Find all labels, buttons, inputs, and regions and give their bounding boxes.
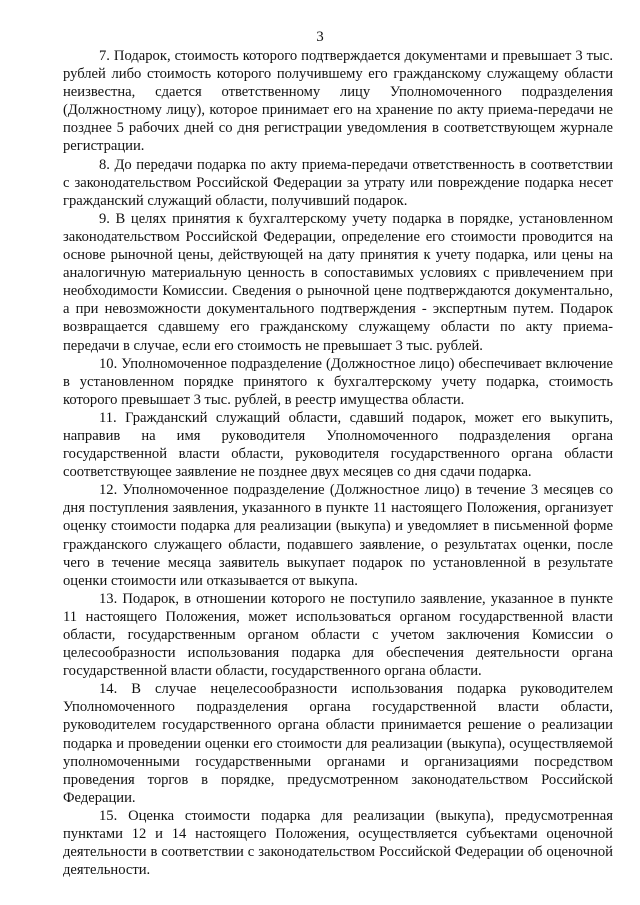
- paragraph-10: 10. Уполномоченное подразделение (Должностное лицо) обеспечивает включение в установленном порядке принятого к бухгалтерскому учету подарка, стоимость которого превышает 3 тыс. рублей, в реестр имущества области.: [63, 355, 613, 408]
- page-number: 3: [316, 29, 324, 45]
- document-body: [63, 47, 613, 879]
- paragraph-7: 7. Подарок, стоимость которого подтверждается документами и превышает 3 тыс. рублей либо стоимость которого получившему его гражданскому служащему области неизвестна, сдается ответственному лицу Уполномоченного подразделения (Должностному лицу), которое принимает его на хранение по акту приема-передачи не позднее 5 рабочих дней со дня регистрации уведомления в соответствующем журнале регистрации.: [63, 48, 613, 155]
- paragraph-13: 13. Подарок, в отношении которого не поступило заявление, указанное в пункте 11 настоящего Положения, может использоваться органом государственной власти области, государственным органом области с учетом заключения Комиссии о целесообразности использования подарка для обеспечения деятельности органа государственной власти области, государственного органа области.: [63, 590, 613, 680]
- paragraph-9: 9. В целях принятия к бухгалтерскому учету подарка в порядке, установленном законодательством Российской Федерации, определение его стоимости проводится на основе рыночной цены, действующей на дату принятия к учету подарка, или цены на аналогичную материальную ценность в сопоставимых условиях с привлечением при необходимости Комиссии. Сведения о рыночной цене подтверждаются документально, а при невозможности документального подтверждения - экспертным путем. Подарок возвращается сдавшему его гражданскому служащему области по акту приема-передачи в случае, если его стоимость не превышает 3 тыс. рублей.: [63, 210, 613, 354]
- paragraph-12: 12. Уполномоченное подразделение (Должностное лицо) в течение 3 месяцев со дня поступления заявления, указанного в пункте 11 настоящего Положения, организует оценку стоимости подарка для реализации (выкупа) и уведомляет в письменной форме гражданского служащего области, подавшего заявление, о результатах оценки, после чего в течение месяца заявитель выкупает подарок по установленной в результате оценки стоимости или отказывается от выкупа.: [63, 482, 613, 589]
- paragraph-14: 14. В случае нецелесообразности использования подарка руководителем Уполномоченного подразделения органа государственной власти области, руководителем государственного органа области принимается решение о реализации подарка и проведении оценки его стоимости для реализации (выкупа), осуществляемой уполномоченными государственными органами и организациями посредством проведения торгов в порядке, предусмотренном законодательством Российской Федерации.: [63, 681, 613, 806]
- paragraph-15: 15. Оценка стоимости подарка для реализации (выкупа), предусмотренная пунктами 12 и 14 настоящего Положения, осуществляется субъектами оценочной деятельности в соответствии с законодательством Российской Федерации об оценочной деятельности.: [63, 807, 613, 879]
- paragraph-11: 11. Гражданский служащий области, сдавший подарок, может его выкупить, направив на имя руководителя Уполномоченного подразделения органа государственной власти области, руководителя государственного органа области соответствующее заявление не позднее двух месяцев со дня сдачи подарка.: [63, 409, 613, 481]
- paragraph-8: 8. До передачи подарка по акту приема-передачи ответственность в соответствии с законодательством Российской Федерации за утрату или повреждение подарка несет гражданский служащий области, получивший подарок.: [63, 156, 613, 209]
